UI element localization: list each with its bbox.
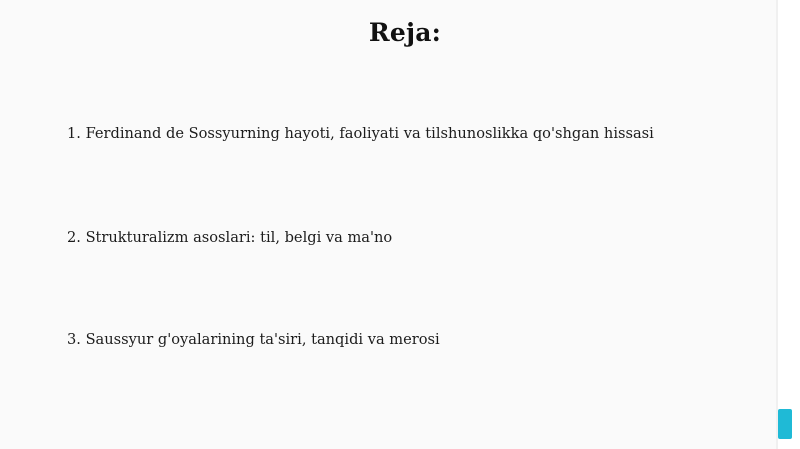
plan-item-1: 1. Ferdinand de Sossyurning hayoti, faoliyati va tilshunoslikka qo'shgan hissasi bbox=[67, 125, 654, 142]
plan-item-3: 3. Saussyur g'oyalarining ta'siri, tanqidi va merosi bbox=[67, 331, 440, 348]
slide-title: Reja: bbox=[368, 18, 442, 47]
vertical-scrollbar[interactable] bbox=[776, 0, 800, 449]
plan-item-2: 2. Strukturalizm asoslari: til, belgi va ma'no bbox=[67, 229, 393, 246]
scrollbar-thumb[interactable] bbox=[778, 409, 792, 439]
